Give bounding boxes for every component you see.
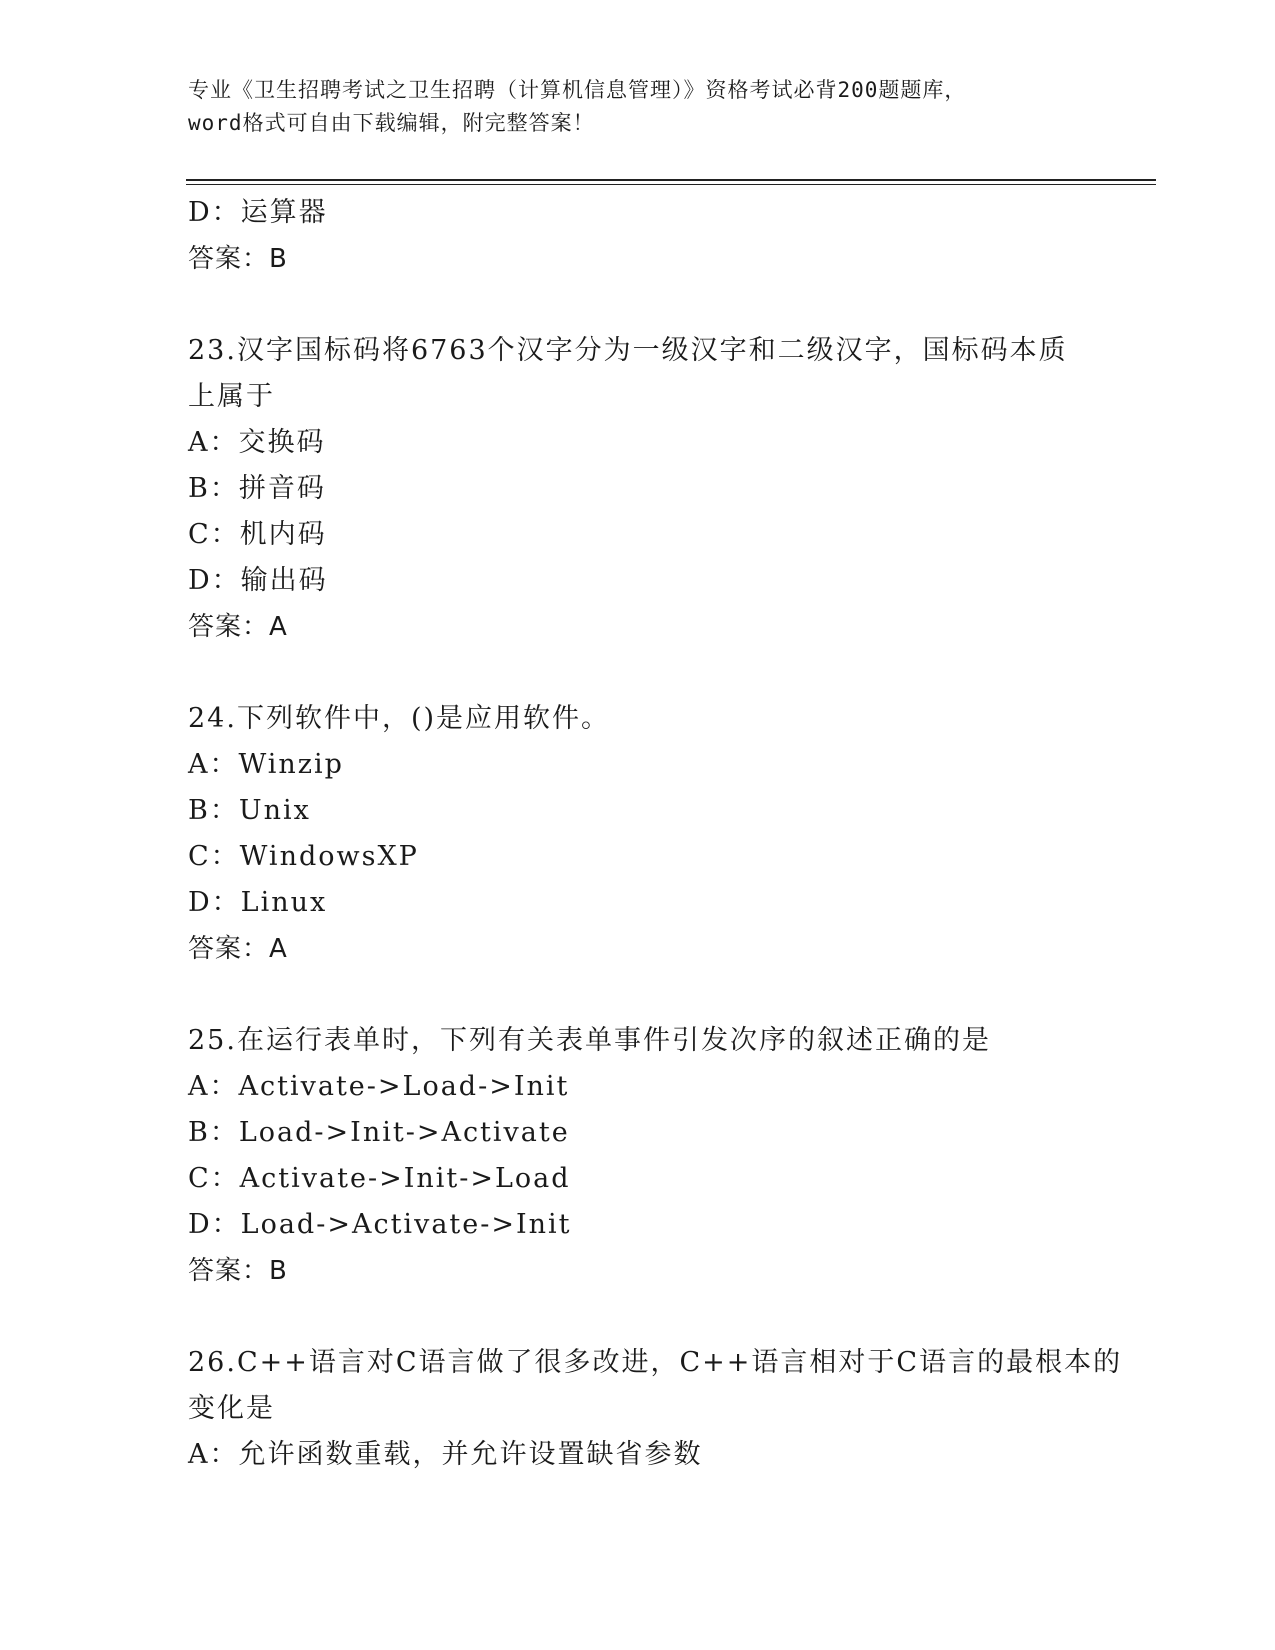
spacer [188,1294,1088,1340]
prev-answer: 答案：B [188,244,288,274]
question-list [188,190,1123,1478]
q23-stem-line-2: 上属于 [188,381,275,412]
header-line-1: 专业《卫生招聘考试之卫生招聘（计算机信息管理）》资格考试必背200题题库， [188,78,967,102]
q24-stem: 24.下列软件中，()是应用软件。 [188,703,611,734]
header-divider-thin [186,184,1156,185]
header-line-2: word格式可自由下载编辑，附完整答案！ [188,111,595,135]
q24-answer: 答案：A [188,934,288,964]
header-divider-thick [186,179,1156,181]
document-header [188,74,1088,140]
q23-option-b: B：拼音码 [188,473,326,504]
q24-option-c: C：WindowsXP [188,841,419,872]
q26-stem-line-1: 26.C++语言对C语言做了很多改进，C++语言相对于C语言的最根本的 [188,1347,1123,1378]
q25-stem: 25.在运行表单时，下列有关表单事件引发次序的叙述正确的是 [188,1025,991,1056]
q23-option-a: A：交换码 [188,427,326,458]
spacer [188,282,1088,328]
prev-option-d: D：运算器 [188,197,328,228]
spacer [188,972,1088,1018]
q24-option-a: A：Winzip [188,749,344,780]
q23-answer: 答案：A [188,612,288,642]
q25-option-b: B：Load->Init->Activate [188,1117,570,1148]
spacer [188,650,1088,696]
q25-option-c: C：Activate->Init->Load [188,1163,571,1194]
q26-stem-line-2: 变化是 [188,1393,275,1424]
q23-option-c: C：机内码 [188,519,327,550]
q25-option-d: D：Load->Activate->Init [188,1209,572,1240]
q24-option-b: B：Unix [188,795,311,826]
q23-option-d: D：输出码 [188,565,328,596]
q25-answer: 答案：B [188,1256,288,1286]
q26-option-a: A：允许函数重载，并允许设置缺省参数 [188,1439,703,1470]
q25-option-a: A：Activate->Load->Init [188,1071,570,1102]
q24-option-d: D：Linux [188,887,328,918]
q23-stem-line-1: 23.汉字国标码将6763个汉字分为一级汉字和二级汉字，国标码本质 [188,335,1068,366]
